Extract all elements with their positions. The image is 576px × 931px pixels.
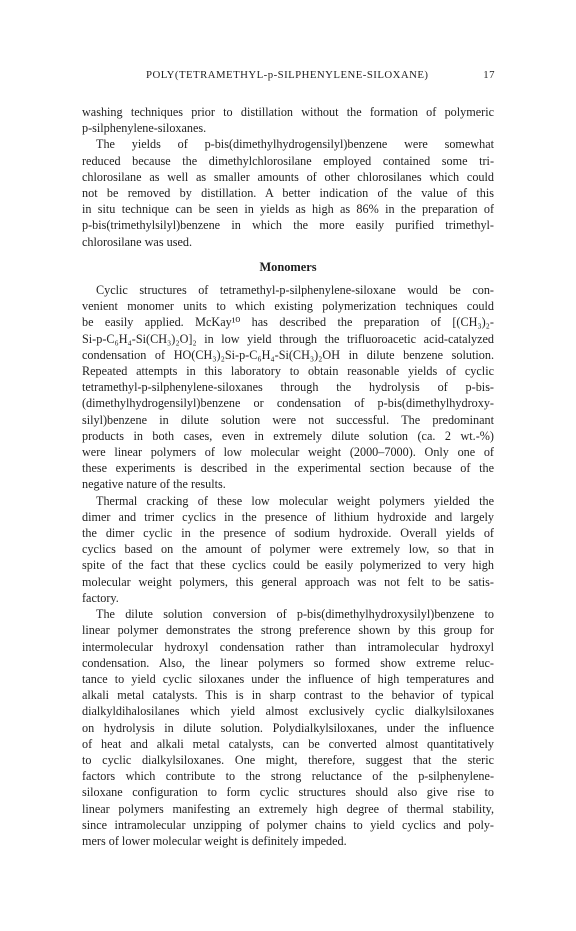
text-line: linear polymers manifesting an extremely high degree of thermal stability,: [82, 801, 494, 816]
text-line: dimer and trimer cyclics in the presence of lithium hydroxide and largely: [82, 509, 494, 524]
text-line: tetramethyl-p-silphenylene-siloxanes through the hydrolysis of p-bis-: [82, 380, 494, 395]
text-line: silyl)benzene in dilute solution were not successful. The predominant: [82, 412, 494, 427]
text-line: The yields of p-bis(dimethylhydrogensilyl)benzene were somewhat: [96, 137, 494, 152]
paragraph-p4: [82, 493, 494, 606]
page-number: 17: [483, 69, 495, 81]
text-line: on hydrolysis in dilute solution. Polydialkylsiloxanes, under the influence: [82, 720, 494, 735]
text-line: linear polymer demonstrates the strong preference shown by this group for: [82, 623, 494, 638]
text-line: (dimethylhydrogensilyl)benzene or condensation of p-bis(dimethylhydroxy-: [82, 396, 494, 411]
running-head-title: POLY(TETRAMETHYL-p-SILPHENYLENE-SILOXANE): [146, 69, 429, 81]
text-line: reduced because the dimethylchlorosilane employed contained some tri-: [82, 153, 494, 168]
text-line: alkali metal catalysts. This is in sharp contrast to the behavior of typical: [82, 688, 494, 703]
text-line: p-bis(trimethylsilyl)benzene in which the more easily purified trimethyl-: [82, 218, 494, 233]
text-line: spite of the fact that these cyclics could be easily polymerized to very high: [82, 558, 494, 573]
text-line: cyclics based on the amount of polymer were extremely low, so that in: [82, 542, 494, 557]
paragraph-p3: [82, 282, 494, 493]
text-line: these experiments is described in the experimental section because of the: [82, 461, 494, 476]
text-line: intermolecular hydroxyl condensation rather than intramolecular hydroxyl: [82, 639, 494, 654]
text-line: in situ technique can be seen in yields as high as 86% in the preparation of: [82, 202, 494, 217]
text-line: of heat and alkali metal catalysts, can be converted almost quantitatively: [82, 736, 494, 751]
text-line: factors which contribute to the strong reluctance of the p-silphenylene-: [82, 769, 494, 784]
text-line: Repeated attempts in this laboratory to obtain reasonable yields of cyclic: [82, 364, 494, 379]
text-line: be easily applied. McKay¹⁰ has described the preparation of [(CH₃)₂-: [82, 315, 494, 330]
text-line: Si-p-C₆H₄-Si(CH₃)₂O]₂ in low yield through the trifluoroacetic acid-catalyzed: [82, 331, 494, 346]
article-body: [82, 104, 494, 849]
text-line: since intramolecular unzipping of polymer chains to yield cyclics and poly-: [82, 817, 494, 832]
text-line: products in both cases, even in extremely dilute solution (ca. 2 wt.-%): [82, 428, 494, 443]
text-line: p-silphenylene-siloxanes.: [82, 121, 207, 136]
text-line: to cyclic dialkylsiloxanes. One might, therefore, suggest that the steric: [82, 752, 494, 767]
text-line: siloxane configuration to form cyclic structures should also give rise to: [82, 785, 494, 800]
text-line: condensation of HO(CH₃)₂Si-p-C₆H₄-Si(CH₃)₂OH in dilute benzene solution.: [82, 347, 494, 362]
text-line: washing techniques prior to distillation without the formation of polymeric: [82, 105, 494, 119]
text-line: factory.: [82, 590, 119, 605]
text-line: chlorosilane was used.: [82, 234, 192, 249]
text-line: condensation. Also, the linear polymers so formed show extreme reluc-: [82, 655, 494, 670]
text-line: The dilute solution conversion of p-bis(dimethylhydroxysilyl)benzene to: [96, 607, 494, 622]
text-line: negative nature of the results.: [82, 477, 226, 492]
section-heading: Monomers: [259, 259, 317, 274]
text-line: venient monomer units to which existing polymerization techniques could: [82, 299, 494, 314]
paragraph-p5: [82, 606, 494, 849]
paragraph-p1: [82, 104, 494, 136]
text-line: chlorosilane as well as smaller amounts of other chlorosilanes which could: [82, 169, 494, 184]
running-head: [82, 69, 495, 85]
text-line: tance to yield cyclic siloxanes under the influence of high temperatures and: [82, 671, 494, 686]
text-line: not be removed by distillation. A better indication of the value of this: [82, 186, 494, 201]
text-line: Cyclic structures of tetramethyl-p-silphenylene-siloxane would be con-: [96, 283, 494, 298]
text-line: the dimer cyclic in the presence of sodium hydroxide. Overall yields of: [82, 526, 494, 541]
text-line: mers of lower molecular weight is definitely impeded.: [82, 833, 347, 848]
text-line: molecular weight polymers, this general approach was not felt to be satis-: [82, 574, 494, 589]
text-line: Thermal cracking of these low molecular weight polymers yielded the: [96, 493, 494, 508]
text-line: dialkyldihalosilanes which yield almost exclusively cyclic dialkylsiloxanes: [82, 704, 494, 719]
text-line: were linear polymers of low molecular weight (2000–7000). Only one of: [82, 445, 494, 460]
paragraph-p2: [82, 136, 494, 249]
